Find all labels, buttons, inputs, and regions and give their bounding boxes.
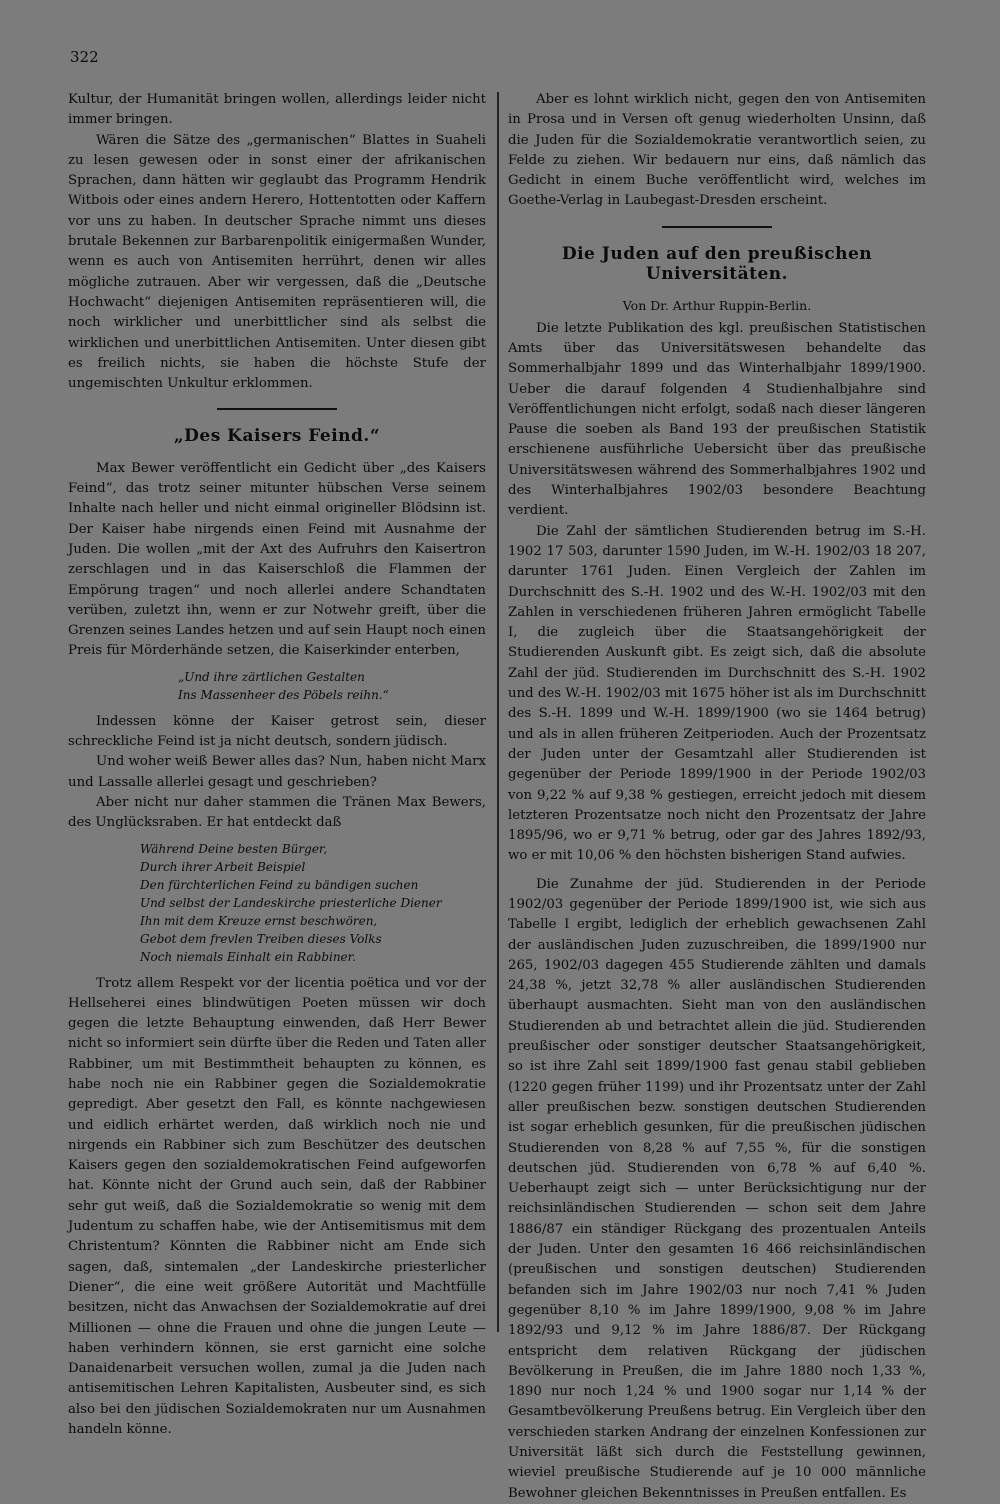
- verse-line: Den fürchterlichen Feind zu bändigen suchen: [140, 877, 419, 892]
- verse-line: Und selbst der Landeskirche priesterliche Diener: [140, 895, 442, 910]
- section-rule: [662, 226, 772, 228]
- paragraph-gap: [508, 867, 926, 875]
- verse-line: Durch ihrer Arbeit Beispiel: [140, 859, 306, 874]
- right-paragraph-3: Die Zahl der sämtlichen Studierenden betrug im S.-H. 1902 17 503, darunter 1590 Juden, im W.-H. 1902/03 18 207, darunter 1761 Juden. Einen Vergleich der Zahlen im Durchschnitt des S.-H. 1902 und des W.-H. 1902/03 mit den Zahlen in verschiedenen früheren Jahren ermöglicht Tabelle I, die zugleich über die Staatsangehörigkeit der Studierenden Auskunft gibt. Es zeigt sich, daß die absolute Zahl der jüd. Studierenden im Durchschnitt des S.-H. 1902 und des W.-H. 1902/03 mit 1675 höher ist als im Durchschnitt des S.-H. 1899 und W.-H. 1899/1900 (wo sie 1464 betrug) und als in allen früheren Zeitperioden. Auch der Prozentsatz der Juden unter der Gesamtzahl aller Studierenden ist gegenüber der Periode 1899/1900 in der Periode 1902/03 von 9,22 % auf 9,38 % gestiegen, erreicht jedoch mit diesem letzteren Prozentsatze noch nicht den Prozentsatz der Jahre 1895/96, wo er 9,71 % betrug, oder gar des Jahres 1892/93, wo er mit 10,06 % den höchsten bisherigen Stand aufwies.: [508, 523, 926, 864]
- left-paragraph-1: Kultur, der Humanität bringen wollen, allerdings leider nicht immer bringen.: [68, 92, 486, 128]
- right-paragraph-2: Die letzte Publikation des kgl. preußischen Statistischen Amts über das Universitätswesen behandelte das Sommerhalbjahr 1899 und das Winterhalbjahr 1899/1900. Ueber die darauf folgenden 4 Studienhalbjahre sind Veröffentlichungen nicht erfolgt, sodaß nach dieser längeren Pause die soeben als Band 193 der preußischen Statistik erschienene ausführliche Uebersicht über das preußische Universitätswesen während des Sommerhalbjahres 1902 und des Winterhalbjahres 1902/03 besondere Beachtung verdient.: [508, 320, 926, 519]
- left-paragraph-4: Indessen könne der Kaiser getrost sein, dieser schreckliche Feind ist ja nicht deutsch, sondern jüdisch.: [68, 713, 486, 750]
- column-divider: [497, 92, 499, 1332]
- verse-quote-1: [68, 668, 486, 704]
- article-heading-kaisers-feind: „Des Kaisers Feind.“: [173, 426, 381, 447]
- right-paragraph-4: Die Zunahme der jüd. Studierenden in der Periode 1902/03 gegenüber der Periode 1899/1900 ist, wie sich aus Tabelle I ergibt, lediglich der erheblich gewachsenen Zahl der ausländischen Juden zuzuschreiben, die 1899/1900 nur 265, 1902/03 dagegen 455 Studierende zählten und damals 24,38 %, jetzt 32,78 % aller ausländischen Studierenden überhaupt ausmachten. Sieht man von den ausländischen Studierenden ab und betrachtet allein die jüd. Studierenden preußischer oder sonstiger deutscher Staatsangehörigkeit, so ist ihre Zahl seit 1899/1900 fast genau stabil geblieben (1220 gegen früher 1199) und ihr Prozentsatz unter der Zahl aller preußischen bezw. sonstigen deutschen Studierenden ist sogar erheblich gesunken, für die preußischen jüdischen Studierenden von 8,28 % auf 7,55 %, für die sonstigen deutschen jüd. Studierenden von 6,78 % auf 6,40 %. Ueberhaupt zeigt sich — unter Berücksichtigung nur der reichsinländischen Studierenden — schon seit dem Jahre 1886/87 ein ständiger Rückgang des prozentualen Anteils der Juden. Unter den gesamten 16 466 reichsinländischen (preußischen und sonstigen deutschen) Studierenden befanden sich im Jahre 1902/03 nur noch 7,41 % Juden gegenüber 8,10 % im Jahre 1899/1900, 9,08 % im Jahre 1892/93 und 9,12 % im Jahre 1886/87. Der Rückgang entspricht dem relativen Rückgang der jüdischen Bevölkerung in Preußen, die im Jahre 1880 noch 1,33 %, 1890 nur noch 1,24 % und 1900 sogar nur 1,14 % der Gesamtbevölkerung Preußens betrug. Ein Vergleich über den verschieden starken Andrang der einzelnen Konfessionen zur Universität läßt sich durch die Feststellung gewinnen, wieviel preußische Studierende auf je 10 000 männliche Bewohner gleichen Bekenntnisses in Preußen entfallen. Es: [508, 876, 926, 1501]
- left-paragraph-2: Wären die Sätze des „germanischen“ Blattes in Suaheli zu lesen gewesen oder in sonst einer der afrikanischen Sprachen, dann hätten wir geglaubt das Programm Hendrik Witbois oder eines andern Herero, Hottentotten oder Kaffern vor uns zu haben. In deutscher Sprache nimmt uns dieses brutale Bekennen zur Barbarenpolitik einigermaßen Wunder, wenn es auch von Antisemiten herrührt, denen wir alles mögliche zutrauen. Aber wir vergessen, daß die „Deutsche Hochwacht“ diejenigen Antisemiten repräsentieren will, die noch wirklicher und unerbittlicher sind als selbst die wirklichen und unerbittlichen Antisemiten. Unter diesen gibt es freilich nichts, sie haben die höchste Stufe der ungemischten Unkultur erklommen.: [68, 132, 486, 392]
- verse-line: „Und ihre zärtlichen Gestalten: [178, 669, 365, 684]
- right-column: [508, 90, 926, 1504]
- page-number: 322: [70, 48, 99, 66]
- verse-line: Ihn mit dem Kreuze ernst beschwören,: [140, 913, 378, 928]
- verse-line: Gebot dem frevlen Treiben dieses Volks: [140, 931, 382, 946]
- verse-line: Noch niemals Einhalt ein Rabbiner.: [140, 949, 356, 964]
- verse-line: Ins Massenheer des Pöbels reihn.“: [178, 687, 389, 702]
- left-paragraph-6: Aber nicht nur daher stammen die Tränen Max Bewers, des Unglücksraben. Er hat entdeckt daß: [68, 794, 486, 831]
- left-column: [68, 90, 486, 1440]
- left-paragraph-5: Und woher weiß Bewer alles das? Nun, haben nicht Marx und Lassalle allerlei gesagt und geschrieben?: [68, 754, 486, 790]
- verse-line: Während Deine besten Bürger,: [140, 841, 328, 856]
- left-paragraph-3: Max Bewer veröffentlicht ein Gedicht über „des Kaisers Feind“, das trotz seiner mitunter hübschen Verse seinem Inhalte nach heller und nicht einmal origineller Blödsinn ist. Der Kaiser habe nirgends einen Feind mit Ausnahme der Juden. Die wollen „mit der Axt des Aufruhrs den Kaisertron zerschlagen und in das Kaiserschloß die Flammen der Empörung tragen“ und noch allerlei andere Schandtaten verüben, zuletzt ihn, wenn er zur Notwehr greift, über die Grenzen seines Landes hetzen und auf sein Haupt noch einen Preis für Mörderhände setzen, die Kaiserkinder enterben,: [68, 460, 486, 659]
- right-paragraph-1: Aber es lohnt wirklich nicht, gegen den von Antisemiten in Prosa und in Versen oft genug wiederholten Unsinn, daß die Juden für die Sozialdemokratie verantwortlich seien, zu Felde zu ziehen. Wir bedauern nur eins, daß nämlich das Gedicht in einem Buche veröffentlicht wird, welches im Goethe-Verlag in Laubegast-Dresden erscheint.: [508, 92, 926, 209]
- verse-quote-2: [68, 840, 486, 966]
- left-paragraph-7: Trotz allem Respekt vor der licentia poëtica und vor der Hellseherei eines blindwütigen Poeten müssen wir doch gegen die letzte Behauptung einwenden, daß Herr Bewer nicht so informiert sein dürfte über die Reden und Taten aller Rabbiner, um mit Bestimmtheit behaupten zu können, es habe noch nie ein Rabbiner gegen die Sozialdemokratie gepredigt. Aber gesetzt den Fall, es könnte nachgewiesen und eidlich erhärtet werden, daß wirklich noch nie und nirgends ein Rabbiner sich zum Beschützer des deutschen Kaisers gegen den sozialdemokratischen Feind aufgeworfen hat. Könnte nicht der Grund auch sein, daß der Rabbiner sehr gut weiß, daß die Sozialdemokratie so wenig mit dem Judentum zu schaffen habe, wie der Antisemitismus mit dem Christentum? Könnten die Rabbiner nicht am Ende sich sagen, daß, sintemalen „der Landeskirche priesterlicher Diener“, die eine weit größere Autorität und Machtfülle besitzen, nicht das Anwachsen der Sozialdemokratie auf drei Millionen — ohne die Frauen und ohne die jungen Leute — haben verhindern können, sie erst garnicht eine solche Danaidenarbeit versuchen wollen, zumal ja die Juden nach antisemitischen Lehren Kapitalisten, Ausbeuter sind, es sich also bei den jüdischen Sozialdemokraten nur um Ausnahmen handeln könne.: [68, 975, 486, 1438]
- section-rule: [217, 408, 337, 410]
- author-byline: Von Dr. Arthur Ruppin-Berlin.: [622, 298, 812, 314]
- article-heading-juden-universitaeten: Die Juden auf den preußischen Universitäten.: [561, 243, 873, 285]
